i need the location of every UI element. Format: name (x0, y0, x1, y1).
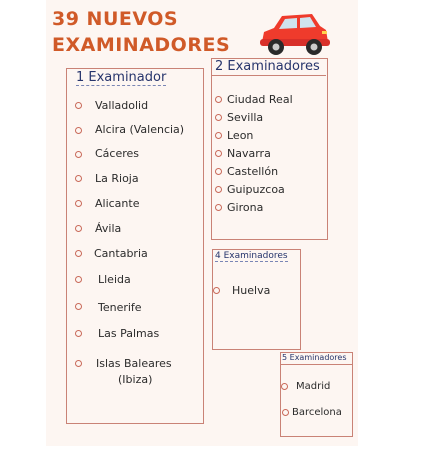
city-item: Ávila (95, 222, 122, 235)
car-icon (252, 8, 334, 60)
city-item: Lleida (98, 273, 131, 286)
city-item-continuation: (Ibiza) (118, 373, 153, 386)
group-2-heading-rule (212, 75, 326, 76)
city-item: Alcira (Valencia) (95, 123, 185, 136)
circle-bullet-icon (75, 200, 82, 207)
circle-bullet-icon (215, 186, 222, 193)
city-item: Navarra (227, 147, 271, 160)
city-item: La Rioja (95, 172, 139, 185)
circle-bullet-icon (215, 96, 222, 103)
circle-bullet-icon (75, 102, 82, 109)
title-line-2: EXAMINADORES (52, 34, 231, 56)
city-item: Girona (227, 201, 264, 214)
group-4-heading: 5 Examinadores (282, 353, 347, 362)
circle-bullet-icon (281, 383, 288, 390)
circle-bullet-icon (215, 132, 222, 139)
city-item: Madrid (296, 381, 331, 392)
group-3-heading: 4 Examinadores (215, 251, 288, 261)
circle-bullet-icon (75, 151, 82, 158)
city-item: Tenerife (98, 301, 142, 314)
circle-bullet-icon (215, 168, 222, 175)
group-4-heading-rule (281, 364, 352, 365)
circle-bullet-icon (75, 225, 82, 232)
circle-bullet-icon (75, 360, 82, 367)
city-item: Guipuzcoa (227, 183, 285, 196)
city-item: Alicante (95, 197, 140, 210)
group-1-heading: 1 Examinador (76, 70, 167, 85)
city-item: Leon (227, 129, 254, 142)
circle-bullet-icon (215, 114, 222, 121)
city-item: Cantabria (94, 247, 148, 260)
circle-bullet-icon (75, 250, 82, 257)
circle-bullet-icon (282, 409, 289, 416)
title-line-1: 39 NUEVOS (52, 8, 179, 30)
circle-bullet-icon (213, 287, 220, 294)
circle-bullet-icon (75, 175, 82, 182)
city-item: Ciudad Real (227, 93, 293, 106)
circle-bullet-icon (75, 127, 82, 134)
city-item: Valladolid (95, 99, 149, 112)
circle-bullet-icon (215, 204, 222, 211)
circle-bullet-icon (75, 330, 82, 337)
city-item: Las Palmas (98, 327, 160, 340)
group-2-heading: 2 Examinadores (215, 59, 320, 74)
circle-bullet-icon (75, 276, 82, 283)
city-item: Islas Baleares (96, 357, 172, 370)
circle-bullet-icon (215, 150, 222, 157)
city-item: Barcelona (292, 407, 342, 418)
circle-bullet-icon (75, 303, 82, 310)
city-item: Sevilla (227, 111, 264, 124)
group-3-box (212, 249, 301, 350)
city-item: Cáceres (95, 147, 140, 160)
city-item: Huelva (232, 284, 271, 297)
city-item: Castellón (227, 165, 279, 178)
